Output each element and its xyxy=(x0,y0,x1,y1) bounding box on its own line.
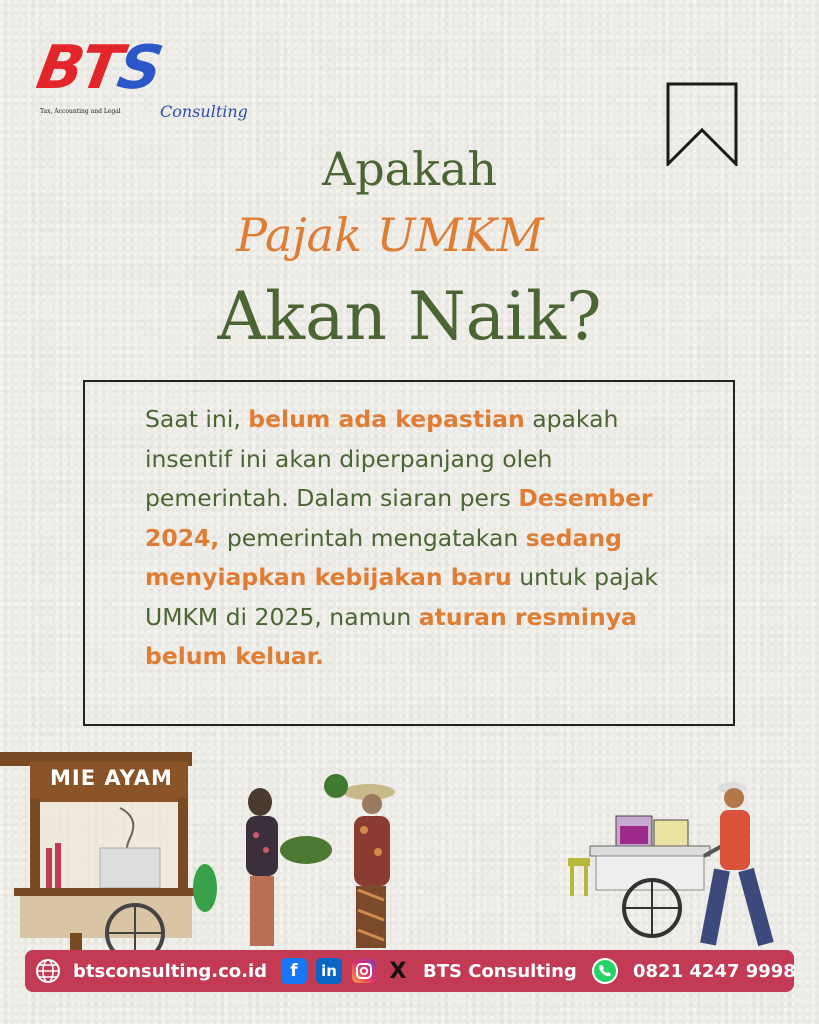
linkedin-icon[interactable]: in xyxy=(316,958,342,984)
logo-bt: BT xyxy=(31,33,125,103)
logo-s: S xyxy=(112,33,166,103)
title-line-3: Akan Naik? xyxy=(217,278,602,355)
text-segment: pemerintah mengatakan xyxy=(219,523,526,552)
instagram-icon[interactable] xyxy=(351,958,377,984)
cart-sign: MIE AYAM xyxy=(50,766,173,790)
social-handle: BTS Consulting xyxy=(423,960,577,982)
footer-bar xyxy=(25,950,794,992)
logo-wordmark xyxy=(31,33,166,103)
content-box xyxy=(83,380,735,726)
title-line-2: Pajak UMKM xyxy=(236,208,544,262)
whatsapp-icon[interactable] xyxy=(591,957,619,985)
phone-number[interactable]: 0821 4247 9998 xyxy=(633,960,796,982)
content-paragraph xyxy=(145,400,685,677)
facebook-icon[interactable]: f xyxy=(281,958,307,984)
highlight-text: Desember 2024, xyxy=(145,484,653,552)
street-cart-man-illustration xyxy=(562,776,792,950)
x-icon[interactable]: X xyxy=(389,958,407,984)
logo-consulting: Consulting xyxy=(160,102,248,121)
text-segment: apakah insentif ini akan diperpanjang oleh pemerintah. Dalam siaran pers xyxy=(145,405,619,512)
logo-tagline: Tax, Accounting and Legal xyxy=(40,108,121,115)
text-segment: Saat ini, xyxy=(145,405,249,433)
bts-logo xyxy=(31,33,248,128)
text-segment: untuk pajak UMKM di 2025, namun xyxy=(145,563,659,631)
highlight-text: belum ada kepastian xyxy=(248,405,525,433)
globe-icon xyxy=(35,958,61,984)
website-link[interactable]: btsconsulting.co.id xyxy=(73,960,267,982)
women-vendors-illustration xyxy=(236,770,396,950)
highlight-text: aturan resminya belum keluar. xyxy=(145,602,637,670)
title-line-1: Apakah xyxy=(321,142,497,196)
highlight-text: sedang menyiapkan kebijakan baru xyxy=(145,523,622,591)
